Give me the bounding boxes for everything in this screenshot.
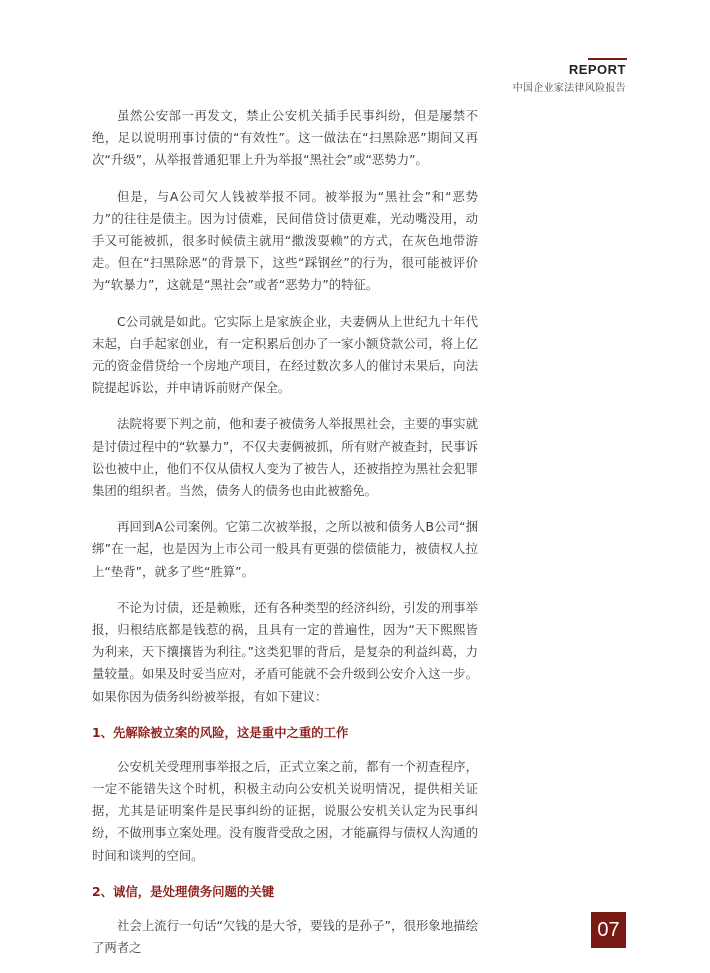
section-2-paragraph: 社会上流行一句话“欠钱的是大爷，要钱的是孙子”，很形象地描绘了两者之 xyxy=(92,917,478,956)
report-label: REPORT xyxy=(568,62,626,77)
report-subtitle: 中国企业家法律风险报告 xyxy=(512,83,626,94)
paragraph-5: 再回到A公司案例。它第二次被举报，之所以被和债务人B公司“捆绑”在一起，也是因为上市公司一般具有更强的偿债能力，被债权人拉上“垫背”，就多了些“胜算”。 xyxy=(92,519,478,579)
article-body xyxy=(92,105,478,973)
section-heading-2: 2、诚信，是处理债务问题的关键 xyxy=(92,883,275,899)
paragraph-1: 虽然公安部一再发文，禁止公安机关插手民事纠纷，但是屡禁不绝，足以说明刑事讨债的“有效性”。这一做法在“扫黑除恶”期间又再次“升级”，从举报普通犯罪上升为举报“黑社会”或“恶势力”。 xyxy=(92,108,478,168)
section-1-paragraph: 公安机关受理刑事举报之后，正式立案之前，都有一个初查程序，一定不能错失这个时机，积极主动向公安机关说明情况，提供相关证据，尤其是证明案件是民事纠纷的证据，说服公安机关认定为民事纠纷，不做刑事立案处理。没有腹背受敌之困，才能赢得与债权人沟通的时间和谈判的空间。 xyxy=(92,758,478,863)
paragraph-2: 但是，与A公司欠人钱被举报不同。被举报为“黑社会”和“恶势力”的往往是债主。因为讨债难，民间借贷讨债更难，光动嘴没用，动手又可能被抓，很多时候债主就用“撒泼耍赖”的方式，在灰色地带游走。但在“扫黑除恶”的背景下，这些“踩钢丝”的行为，很可能被评价为“软暴力”，这就是“黑社会”或者“恶势力”的特征。 xyxy=(92,188,478,293)
paragraph-6: 不论为讨债，还是赖账，还有各种类型的经济纠纷，引发的刑事举报，归根结底都是钱惹的祸，且具有一定的普遍性，因为“天下熙熙皆为利来，天下攘攘皆为利往。”这类犯罪的背后，是复杂的利益纠葛，力量较量。如果及时妥当应对，矛盾可能就不会升级到公安介入这一步。如果你因为债务纠纷被举报，有如下建议： xyxy=(92,599,478,704)
paragraph-3: C公司就是如此。它实际上是家族企业，夫妻俩从上世纪九十年代末起，白手起家创业，有一定积累后创办了一家小额贷款公司，将上亿元的资金借贷给一个房地产项目，在经过数次多人的催讨未果后，向法院提起诉讼，并申请诉前财产保全。 xyxy=(92,313,478,396)
section-heading-1: 1、先解除被立案的风险，这是重中之重的工作 xyxy=(92,724,349,740)
header-rule xyxy=(588,58,627,60)
page-number: 07 xyxy=(591,912,626,948)
paragraph-4: 法院将要下判之前，他和妻子被债务人举报黑社会，主要的事实就是讨债过程中的“软暴力”，不仅夫妻俩被抓，所有财产被查封，民事诉讼也被中止，他们不仅从债权人变为了被告人，还被指控为黑社会犯罪集团的组织者。当然，债务人的债务也由此被豁免。 xyxy=(92,416,478,499)
